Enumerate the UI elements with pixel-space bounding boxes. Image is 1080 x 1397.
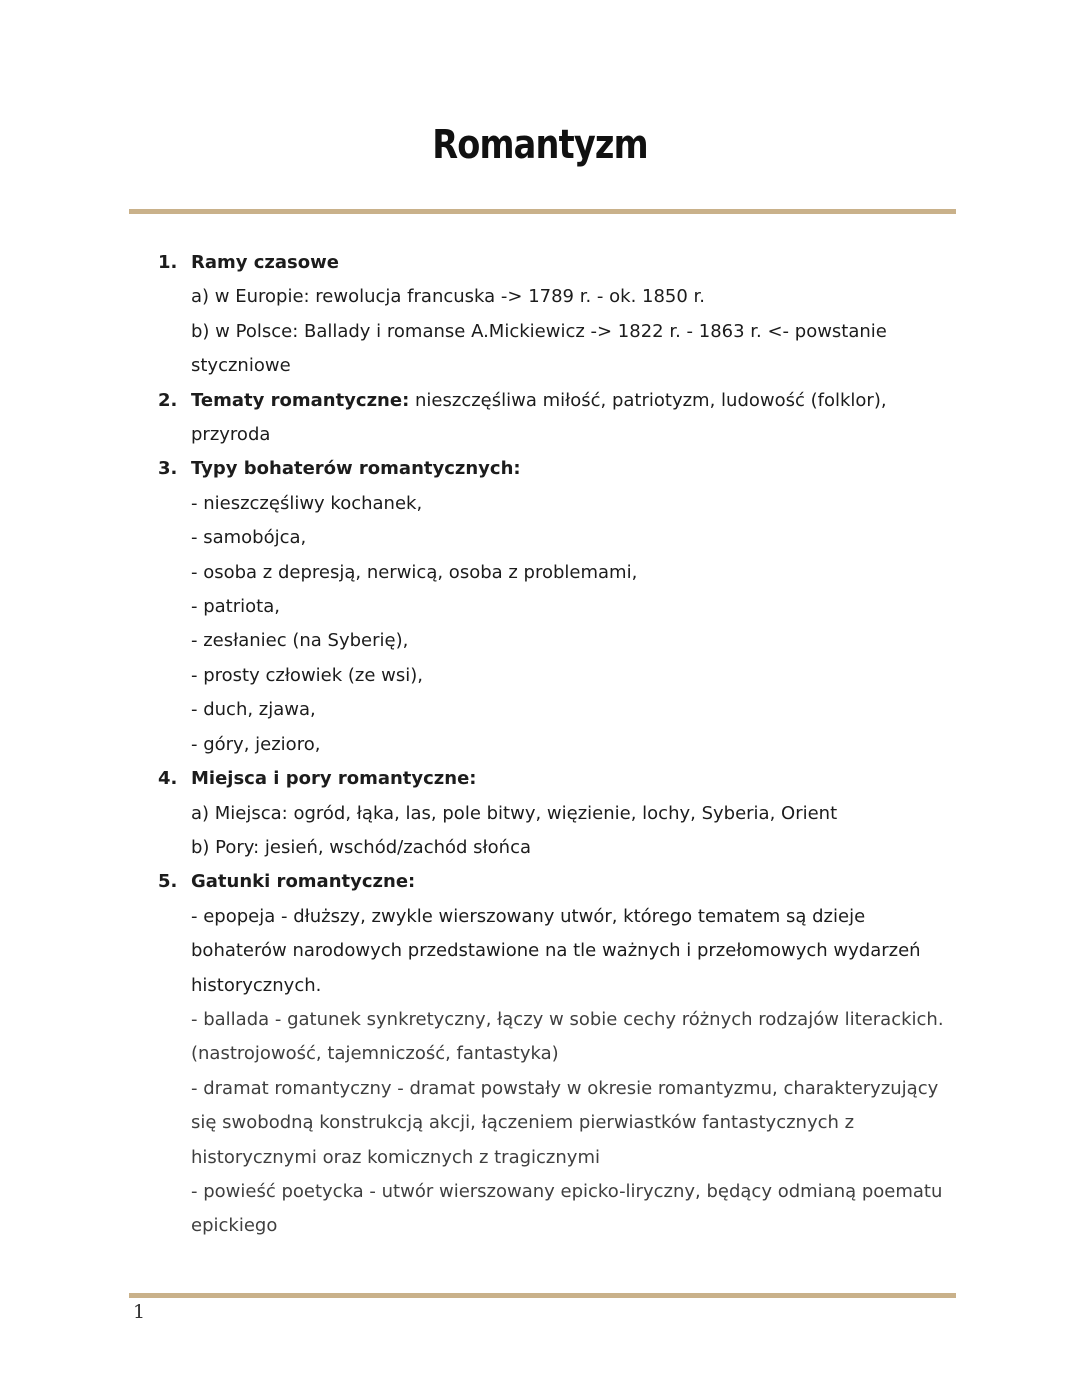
list-item: się swobodną konstrukcją akcji, łączeniem pierwiastków fantastycznych z — [191, 1112, 855, 1134]
section-heading-tail: nieszczęśliwa miłość, patriotyzm, ludowość (folklor), — [409, 389, 887, 411]
list-item: a) Miejsca: ogród, łąka, las, pole bitwy, więzienie, lochy, Syberia, Orient — [191, 802, 838, 824]
list-item: a) w Europie: rewolucja francuska -> 1789 r. - ok. 1850 r. — [191, 286, 706, 308]
section-genres — [158, 865, 948, 1243]
list-item: - samobójca, — [191, 527, 307, 549]
list-item: (nastrojowość, tajemniczość, fantastyka) — [191, 1043, 559, 1065]
section-number: 3. — [158, 458, 178, 480]
list-item: - ballada - gatunek synkretyczny, łączy w sobie cechy różnych rodzajów literackich. — [191, 1008, 944, 1030]
page-title: Romantyzm — [432, 122, 648, 168]
section-hero-types — [158, 452, 948, 762]
top-divider — [129, 209, 956, 214]
list-item: przyroda — [191, 424, 271, 446]
document-body — [158, 246, 948, 1244]
list-item: bohaterów narodowych przedstawione na tle ważnych i przełomowych wydarzeń — [191, 940, 921, 962]
bottom-divider — [129, 1293, 956, 1298]
section-heading: Typy bohaterów romantycznych: — [191, 458, 521, 480]
section-time-frame — [158, 246, 948, 384]
section-number: 1. — [158, 252, 178, 273]
section-number: 5. — [158, 871, 178, 893]
section-number: 2. — [158, 389, 178, 411]
section-places-times — [158, 762, 948, 865]
list-item: - duch, zjawa, — [191, 699, 316, 721]
list-item: - osoba z depresją, nerwicą, osoba z problemami, — [191, 561, 638, 583]
list-item: b) Pory: jesień, wschód/zachód słońca — [191, 836, 531, 858]
section-themes — [158, 384, 948, 453]
list-item: historycznych. — [191, 974, 322, 996]
list-item: b) w Polsce: Ballady i romanse A.Mickiewicz -> 1822 r. - 1863 r. <- powstanie — [191, 320, 887, 342]
section-number: 4. — [158, 768, 178, 790]
section-heading: Gatunki romantyczne: — [191, 871, 416, 893]
list-item: styczniowe — [191, 355, 291, 377]
list-item: historycznymi oraz komicznych z tragicznymi — [191, 1146, 600, 1168]
list-item: - patriota, — [191, 596, 280, 618]
section-heading: Miejsca i pory romantyczne: — [191, 768, 477, 790]
section-heading: Tematy romantyczne: — [191, 389, 410, 411]
list-item: - prosty człowiek (ze wsi), — [191, 664, 423, 686]
section-heading: Ramy czasowe — [191, 252, 339, 273]
page-number: 1 — [133, 1301, 146, 1323]
list-item: - dramat romantyczny - dramat powstały w okresie romantyzmu, charakteryzujący — [191, 1077, 939, 1099]
list-item: - powieść poetycka - utwór wierszowany epicko-liryczny, będący odmianą poematu — [191, 1180, 943, 1202]
list-item: - zesłaniec (na Syberię), — [191, 630, 409, 652]
list-item: - nieszczęśliwy kochanek, — [191, 492, 423, 514]
list-item: - góry, jezioro, — [191, 733, 321, 755]
list-item: epickiego — [191, 1215, 278, 1237]
list-item: - epopeja - dłuższy, zwykle wierszowany utwór, którego tematem są dzieje — [191, 905, 866, 927]
